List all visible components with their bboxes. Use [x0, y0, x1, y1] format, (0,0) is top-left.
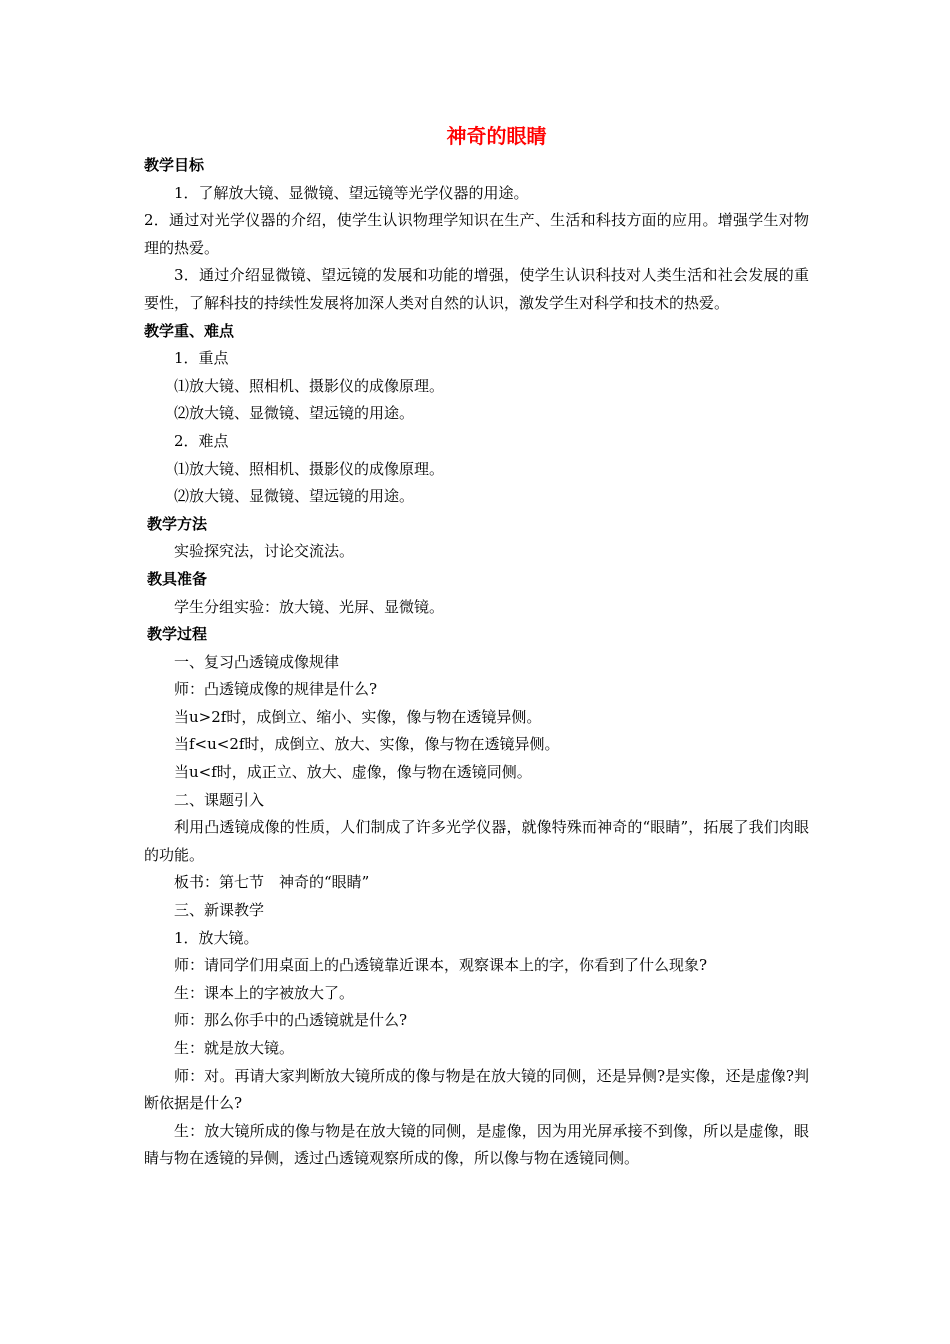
- methods-text: 实验探究法，讨论交流法。: [174, 542, 355, 561]
- goal-item-2: 2．通过对光学仪器的介绍，使学生认识物理学知识在生产、生活和科技方面的应用。增强学生对物理的热爱。: [144, 211, 809, 257]
- goal-item-1: 1．了解放大镜、显微镜、望远镜等光学仪器的用途。: [174, 183, 529, 202]
- process-line: 师：那么你手中的凸透镜就是什么?: [174, 1011, 408, 1030]
- key-point-line: ⑵放大镜、显微镜、望远镜的用途。: [174, 404, 415, 423]
- process-line: 当u<f时，成正立、放大、虚像，像与物在透镜同侧。: [174, 763, 532, 782]
- process-line: 当f<u<2f时，成倒立、放大、实像，像与物在透镜异侧。: [174, 735, 560, 754]
- methods-heading: 教学方法: [147, 514, 208, 533]
- process-line: 师：凸透镜成像的规律是什么?: [174, 680, 378, 699]
- goals-heading: 教学目标: [144, 156, 205, 174]
- key-point-line: ⑴放大镜、照相机、摄影仪的成像原理。: [174, 376, 445, 395]
- process-line: 师：请同学们用桌面上的凸透镜靠近课本，观察课本上的字，你看到了什么现象?: [174, 956, 708, 975]
- process-paragraph: 利用凸透镜成像的性质，人们制成了许多光学仪器，就像特殊而神奇的“眼睛”，拓展了我们肉眼的功能。: [144, 818, 809, 864]
- process-paragraph: 生：放大镜所成的像与物是在放大镜的同侧，是虚像，因为用光屏承接不到像，所以是虚像，眼睛与物在透镜的异侧，透过凸透镜观察所成的像，所以像与物在透镜同侧。: [144, 1121, 809, 1168]
- tools-text: 学生分组实验：放大镜、光屏、显微镜。: [174, 597, 445, 616]
- process-line: 1．放大镜。: [174, 928, 259, 947]
- process-line: 一、复习凸透镜成像规律: [174, 652, 340, 671]
- process-paragraph: 师：对。再请大家判断放大镜所成的像与物是在放大镜的同侧，还是异侧?是实像，还是虚像?判断依据是什么?: [144, 1066, 809, 1113]
- goal-item-3: 3．通过介绍显微镜、望远镜的发展和功能的增强，使学生认识科技对人类生活和社会发展的重要性，了解科技的持续性发展将加深人类对自然的认识，激发学生对科学和技术的热爱。: [144, 266, 809, 312]
- process-line: 生：就是放大镜。: [174, 1039, 295, 1057]
- key-point-line: 1．重点: [174, 349, 229, 368]
- document-page: [144, 120, 809, 1173]
- process-heading: 教学过程: [147, 625, 208, 644]
- process-line: 三、新课教学: [174, 901, 265, 920]
- key-points-heading: 教学重、难点: [144, 321, 235, 340]
- key-point-line: ⑵放大镜、显微镜、望远镜的用途。: [174, 487, 415, 506]
- process-line: 板书：第七节 神奇的“眼睛”: [174, 873, 370, 892]
- key-point-line: 2．难点: [174, 431, 229, 450]
- tools-heading: 教具准备: [147, 569, 208, 588]
- process-line: 二、课题引入: [174, 790, 265, 809]
- process-line: 生：课本上的字被放大了。: [174, 983, 355, 1002]
- process-line: 当u>2f时，成倒立、缩小、实像，像与物在透镜异侧。: [174, 707, 542, 726]
- key-point-line: ⑴放大镜、照相机、摄影仪的成像原理。: [174, 459, 445, 478]
- document-title: 神奇的眼睛: [446, 124, 547, 148]
